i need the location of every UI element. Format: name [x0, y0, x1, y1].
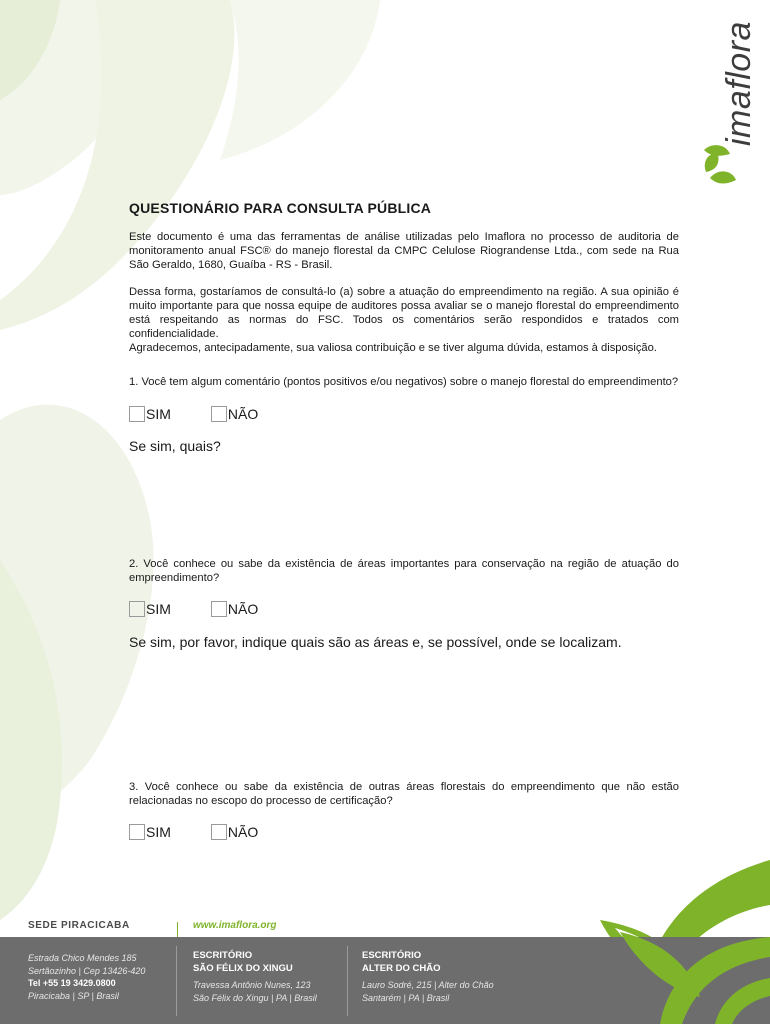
q2-yes-label: SIM	[146, 601, 171, 617]
office2-line-2: Santarém | PA | Brasil	[362, 992, 450, 1003]
q2-no-checkbox[interactable]	[211, 601, 227, 617]
hq-address-line-2: Sertãozinho | Cep 13426-420	[28, 965, 146, 976]
office1-title-2: SÃO FÉLIX DO XINGU	[193, 962, 293, 974]
q1-no-label: NÃO	[227, 406, 259, 422]
q2-yes-option[interactable]	[129, 601, 171, 617]
thanks-paragraph: Agradecemos, antecipadamente, sua valiosa contribuição e se tiver alguma dúvida, estamos à disposição.	[129, 342, 657, 354]
q1-yes-option[interactable]	[129, 406, 171, 422]
office2-title-2: ALTER DO CHÃO	[362, 962, 441, 974]
footer-hq-title: SEDE PIRACICABA	[28, 920, 130, 931]
page-footer	[0, 912, 770, 1024]
question-3-answers	[129, 822, 679, 842]
document-title: QUESTIONÁRIO PARA CONSULTA PÚBLICA	[129, 200, 432, 216]
q3-yes-option[interactable]	[129, 824, 171, 840]
q3-no-label: NÃO	[227, 824, 259, 840]
q1-no-option[interactable]	[211, 406, 258, 422]
hq-address-line-4: Piracicaba | SP | Brasil	[28, 990, 119, 1001]
consultation-paragraph: Dessa forma, gostaríamos de consultá-lo (a) sobre a atuação do empreendimento na região. A sua opinião é muito importante para que nossa equipe de auditores possa avaliar se o manejo florestal do empreendimento está respeitando as normas do FSC. Todos os comentários serão respondidos e tratados com confidencialidade.	[129, 286, 679, 340]
office1-title-1: ESCRITÓRIO	[193, 950, 253, 961]
question-3: 3. Você conhece ou sabe da existência de outras áreas florestais do empreendimento que não estão relacionadas no escopo do processo de certificação?	[129, 781, 679, 807]
q3-no-checkbox[interactable]	[211, 824, 227, 840]
footer-office-alter-do-chao	[362, 950, 494, 1004]
footer-website-link[interactable]: www.imaflora.org	[193, 920, 277, 931]
imaflora-logo	[698, 21, 758, 188]
office1-line-2: São Félix do Xingu | PA | Brasil	[193, 992, 317, 1003]
leaf-logo-icon	[698, 138, 746, 218]
question-1: 1. Você tem algum comentário (pontos positivos e/ou negativos) sobre o manejo florestal do empreendimento?	[129, 376, 679, 388]
q1-yes-checkbox[interactable]	[129, 406, 145, 422]
hq-phone: Tel +55 19 3429.0800	[28, 978, 116, 988]
intro-paragraph: Este documento é uma das ferramentas de análise utilizadas pelo Imaflora no processo de auditoria de monitoramento anual FSC® do manejo florestal da CMPC Celulose Riograndense Ltda., com sede na Rua São Geraldo, 1680, Guaíba - RS - Brasil.	[129, 231, 679, 271]
footer-column-divider-2	[347, 946, 348, 1016]
q3-yes-label: SIM	[146, 824, 171, 840]
footer-office-sao-felix	[193, 950, 317, 1004]
q2-no-option[interactable]	[211, 601, 258, 617]
footer-leaf-decoration	[620, 912, 770, 1024]
q1-yes-label: SIM	[146, 406, 171, 422]
office1-line-1: Travessa Antônio Nunes, 123	[193, 980, 311, 990]
logo-wordmark: imaflora	[720, 21, 758, 146]
question-2: 2. Você conhece ou sabe da existência de áreas importantes para conservação na região de atuação do empreendimento?	[129, 558, 679, 584]
question-2-follow-up: Se sim, por favor, indique quais são as áreas e, se possível, onde se localizam.	[129, 634, 622, 650]
q3-no-option[interactable]	[211, 824, 258, 840]
question-1-follow-up: Se sim, quais?	[129, 438, 221, 454]
q2-no-label: NÃO	[227, 601, 259, 617]
document-body	[129, 200, 679, 842]
q2-yes-checkbox[interactable]	[129, 601, 145, 617]
question-1-answers	[129, 404, 679, 424]
footer-column-divider-1	[176, 946, 177, 1016]
question-2-answers	[129, 599, 679, 619]
hq-address-line-1: Estrada Chico Mendes 185	[28, 953, 137, 963]
q1-no-checkbox[interactable]	[211, 406, 227, 422]
footer-hq-address	[28, 952, 145, 1002]
office2-line-1: Lauro Sodré, 215 | Alter do Chão	[362, 980, 494, 990]
office2-title-1: ESCRITÓRIO	[362, 950, 422, 961]
q3-yes-checkbox[interactable]	[129, 824, 145, 840]
